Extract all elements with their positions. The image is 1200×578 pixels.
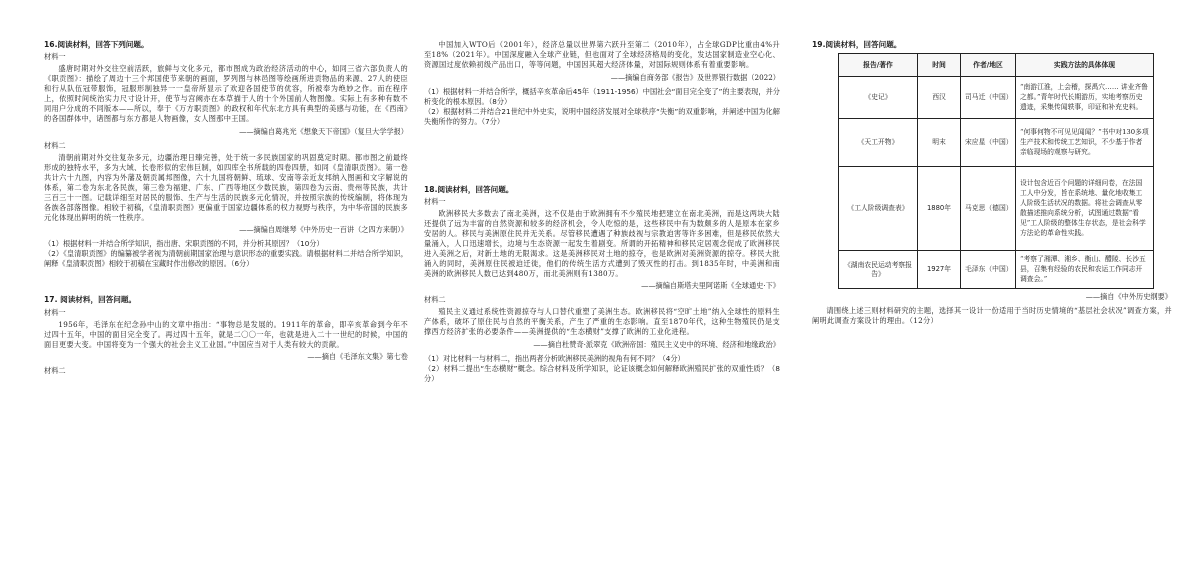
question-18-title: 18.阅读材料，回答问题。 <box>424 184 514 194</box>
table-header-row <box>839 54 1154 77</box>
table-source: ——摘自《中外历史纲要》 <box>1085 292 1172 302</box>
q17-material-1-label: 材料一 <box>44 307 66 317</box>
question-17-title: 17. 阅读材料，回答问题。 <box>44 295 137 305</box>
q18-material-2-source: ——摘自杜赞奇·派翠克《欧洲帝国：殖民主义史中的环境、经济和地缘政治》 <box>533 340 780 350</box>
q17-material-1-text: 1956年，毛泽东在纪念孙中山的文章中指出：“事物总是发展的。1911年的革命，即辛亥革命到今年不过四十五年，中国的面目完全变了。再过四十五年，就是二〇〇一年，也就是进入二十一世纪的时候，中国的面目更要大变。中国将变为一个强大的社会主义工业国。”中国应当对于人类有较大的贡献。 <box>44 319 408 349</box>
table-row <box>839 119 1154 167</box>
q18-material-1-source: ——摘编自斯塔夫里阿诺斯《全球通史·下》 <box>641 281 780 291</box>
method-cell: “何事何物不可见见闻闻？”书中对130多项生产技术和传统工艺知识，不少基于作者亲临现场的观察与研究。 <box>1016 119 1154 167</box>
question-17-part-1: （1）根据材料一并结合所学，概括辛亥革命后45年（1911-1956）中国社会“面目完全变了”的主要表现，并分析变化的根本原因。（8分） <box>424 86 780 106</box>
column-middle <box>424 40 780 384</box>
table-row <box>839 167 1154 251</box>
work-cell: 《工人阶级调查表》 <box>839 167 918 251</box>
author-cell: 马克思（德国） <box>961 167 1016 251</box>
practice-methods-table <box>838 53 1154 289</box>
author-cell: 毛泽东（中国） <box>961 251 1016 289</box>
time-cell: 明末 <box>918 119 961 167</box>
work-cell: 《天工开物》 <box>839 119 918 167</box>
material-2-text: 清朝前期对外交往复杂多元，边疆治理日臻完善，处于统一多民族国家的巩固奠定时期。都市图之前最终形成的独特水平，多为大域、长卷形似的宏伟巨制，如四库全书所载的四卷四册，如同《皇清职贡图》。第一卷共计六十九图，内容为外藩及朝贡属邦图像，六十九国将朝鲜、琉球、安南等亲近友邦纳入图画和文字解说的体系，第二卷为东北各民族，第三卷为福建、广东、广西等地区少数民族，第四卷为云南、贵州等民族，共计三百三十一图。记载详细至对居民的服饰、生产与生活的民族多元化情况，并按照宗族的传统编制，将体现为各族各部落图像。相较于初稿，《皇清职贡图》更偏重于国家边疆体系的权力视野与秩序，为中华帝国的民族多元化体现出鲜明的统一性秩序。 <box>44 152 408 222</box>
q18-material-1-label: 材料一 <box>424 196 446 206</box>
q18-material-2-label: 材料二 <box>424 295 446 305</box>
material-1-source: ——摘编自葛兆光《想象天下帝国》（复旦大学学报） <box>239 127 408 137</box>
question-19-title: 19.阅读材料，回答问题。 <box>812 40 902 49</box>
time-cell: 1927年 <box>918 251 961 289</box>
question-19-prompt: 请围绕上述三则材料研究的主题，选择其一设计一份适用于当时历史情境的“基层社会状况”调查方案，并阐明此调查方案设计的理由。（12分） <box>812 306 1172 326</box>
author-cell: 司马迁（中国） <box>961 77 1016 119</box>
q17-material-2-label: 材料二 <box>44 366 66 376</box>
question-18-part-1: （1）对比材料一与材料二，指出两者分析欧洲移民美洲的视角有何不同？（4分） <box>424 354 685 364</box>
question-16-part-2: （2）《皇清职贡图》的编纂被学者视为清朝前期国家治理与意识形态的重要实践。请根据材料二并结合所学知识，阐释《皇清职贡图》相较于初稿在宝藏时作出修改的原因。（6分） <box>44 249 408 269</box>
table-header: 作者/地区 <box>961 54 1016 77</box>
q17-material-2-text: 中国加入WTO后（2001年），经济总量以世界第六跃升至第二（2010年），占全球GDP比重由4%升至18%（2021年）。中国深度融入全球产业链，但也面对了全球经济格局的变化，发达国家制造业空心化、资源国过度依赖初级产品出口，等等问题，中国因其超大经济体量，对国际规则体系有着重要影响。 <box>424 40 780 69</box>
table-row <box>839 77 1154 119</box>
material-2-source: ——摘编自周继琴《中外历史一百讲（之四方来朝）》 <box>239 225 408 235</box>
table-header: 时间 <box>918 54 961 77</box>
work-cell: 《湖南农民运动考察报告》 <box>839 251 918 289</box>
work-cell: 《史记》 <box>839 77 918 119</box>
time-cell: 西汉 <box>918 77 961 119</box>
q17-material-1-source: ——摘自《毛泽东文集》第七卷 <box>307 352 408 362</box>
q17-material-2-source: ——摘编自商务部《报告》及世界银行数据（2022） <box>610 72 780 82</box>
author-cell: 宋应星（中国） <box>961 119 1016 167</box>
material-1-text: 盛唐时期对外交往空前活跃，旅鲜与文化多元，都市图成为政治经济活动的中心，如同三省六部负责人的《职贡图》：描绘了周边十三个邦国使节来朝的画面，罗列图与林邑图等绘画所进贡物品的来源、27人的使臣和行从队伍冠带服饰，冠服形制独异一一皇帝所显示了欢迎各国使节的优容，所被奉为绝妙之作。而在程序上，依照时间统治实力尺寸设计开，使节与宫阙亦在本草描于人的十个外国前人物图像。实际上有多种有数不同用户分成的不同版本——所以，奉于《万方职贡图》的政权和年代东北方具有典型的美感与功能，在《西南》的各国群体中，诸图都与东方都是人物画像，女人图那中王国。 <box>44 64 408 124</box>
question-17-part-2: （2）根据材料二并结合21世纪中外史实，说明中国经济发展对全球秩序“失衡”的双重影响，并阐述中国为化解失衡所作的努力。（7分） <box>424 106 780 126</box>
question-16-title: 16.阅读材料，回答下列问题。 <box>44 40 149 49</box>
table-row <box>839 251 1154 289</box>
material-2-label: 材料二 <box>44 140 66 150</box>
method-cell: 设计包含近百个问题的详细问卷，在法国工人中分发，旨在系统地、量化地收集工人阶级生活状况的数据。将社会调查从零散描述推向系统分析，试图通过数据“看见”工人阶级的整体生存状态，是社会科学方法论的革命性实践。 <box>1016 167 1154 251</box>
column-right <box>812 40 1172 326</box>
method-cell: “考察了湘潭、湘乡、衡山、醴陵、长沙五县，召集有经验的农民和农运工作同志开调查会。” <box>1016 251 1154 289</box>
time-cell: 1880年 <box>918 167 961 251</box>
q18-material-2-text: 殖民主义通过系统性资源掠夺与人口替代重塑了美洲生态。欧洲移民将“空旷土地”纳入全球性的原料生产体系，破坏了原住民与自然的平衡关系，产生了严重的生态影响。直至1870年代，这种生物殖民仍是支撑西方经济扩张的必要条件——美洲提供的“生态横财”支撑了欧洲的工业化进程。 <box>424 307 780 337</box>
table-header: 实践方法的具体体现 <box>1016 54 1154 77</box>
q18-material-1-text: 欧洲移民大多数去了南北美洲，这不仅是由于欧洲拥有不少殖民地把建立在南北美洲，而是这两块大陆还提供了远为丰富的自然资源和较多的经济机会，令人吃惊的是，这些移民中有为数颇多的人是原本在家乡安居的人。移民与美洲原住民并无关系。尽管移民遭遇了种族歧视与宗教迫害等许多困难，但是移民依然大量涌入，人口迅速增长，边境与生态资源一起发生着剧变。所谓的开拓精神和移民定居观念促成了欧洲移民进入美洲之后，对新土地的无限渴求。这是美洲移民对土地的掠夺，也是欧洲对美洲资源的掠夺。移民大批涌入的同时，美洲原住民被迫迁徙，他们的传统生活方式遭到了毁灭性的打击。到1835年时，中美洲和南美洲的欧洲移民人数已达到480万，而北美洲则有1380万。 <box>424 208 780 278</box>
column-left <box>44 40 408 378</box>
table-header: 报告/著作 <box>839 54 918 77</box>
material-1-label: 材料一 <box>44 52 66 62</box>
question-16-part-1: （1）根据材料一并结合所学知识，指出唐、宋职贡图的不同，并分析其原因？（10分） <box>44 239 324 249</box>
question-18-part-2: （2）材料二提出“生态横财”概念。综合材料及所学知识，论证该概念如何解释欧洲殖民扩张的双重性质？（8分） <box>424 364 780 383</box>
method-cell: “南游江淮，上会稽，探禹穴…… 讲业齐鲁之都。”青年时代长期游历，实地考察历史遗迹，采集传闻轶事，印证和补充史料。 <box>1016 77 1154 119</box>
